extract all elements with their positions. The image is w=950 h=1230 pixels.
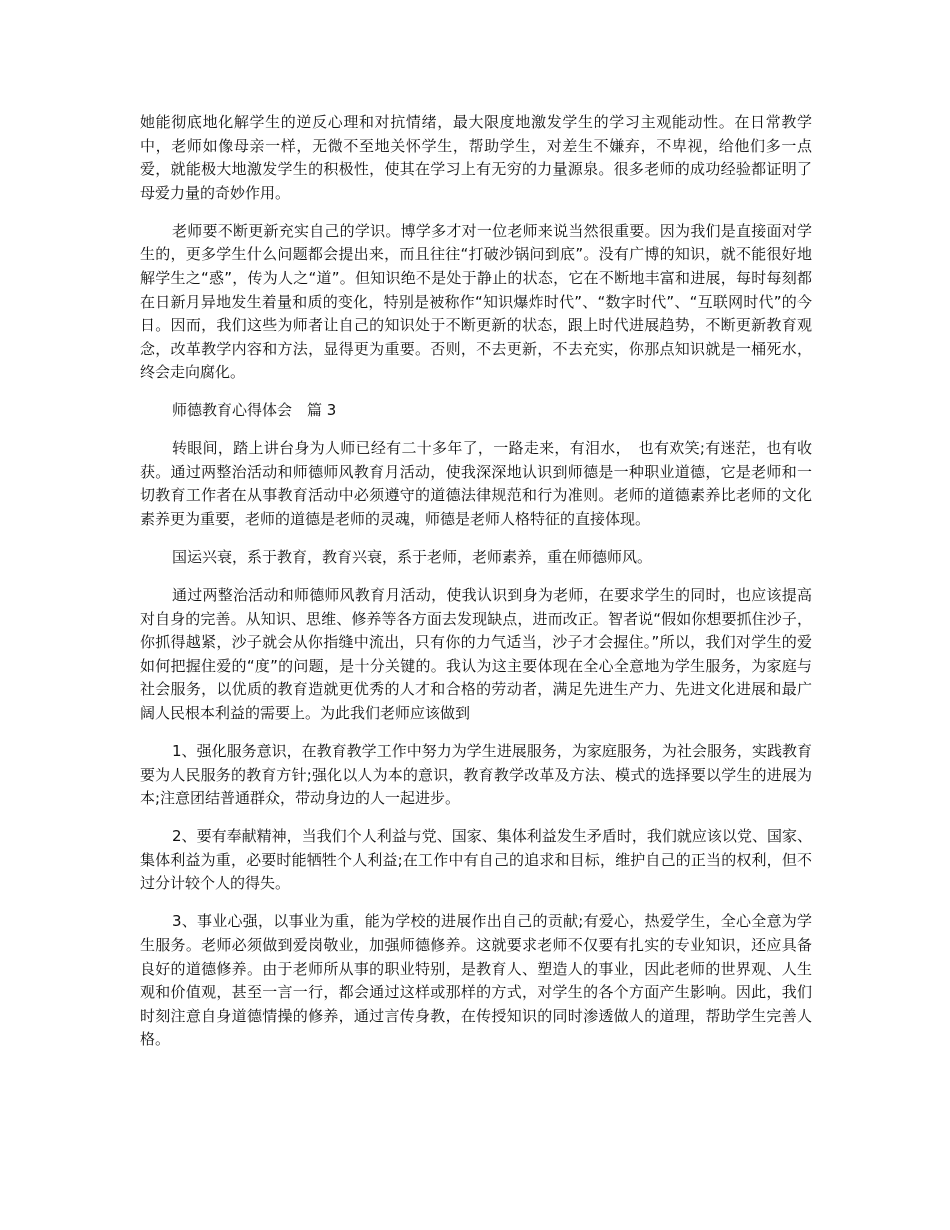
paragraph-twenty-years: 转眼间，踏上讲台身为人师已经有二十多年了，一路走来，有泪水， 也有欢笑;有迷茫，也有收获。通过两整治活动和师德师风教育月活动，使我深深地认识到师德是一种职业道德，它是老师和一切教育工作者在从事教育活动中必须遵守的道德法律规范和行为准则。老师的道德素养比老师的文化素养更为重要，老师的道德是老师的灵魂，师德是老师人格特征的直接体现。 [140, 439, 812, 529]
paragraph-national-fortune: 国运兴衰，系于教育，教育兴衰，系于老师，老师素养，重在师德师风。 [172, 548, 653, 567]
paragraph-item-2: 2、要有奉献精神，当我们个人利益与党、国家、集体利益发生矛盾时，我们就应该以党、国家、集体利益为重，必要时能牺牲个人利益;在工作中有自己的追求和目标，维护自己的正当的权利，但不过分计较个人的得失。 [140, 827, 812, 893]
paragraph-item-1: 1、强化服务意识，在教育教学工作中努力为学生进展服务，为家庭服务，为社会服务，实践教育要为人民服务的教育方针;强化以人为本的意识，教育教学改革及方法、模式的选择要以学生的进展为本;注意团结普通群众，带动身边的人一起进步。 [140, 742, 812, 808]
paragraph-teacher-learning: 老师要不断更新充实自己的学识。博学多才对一位老师来说当然很重要。因为我们是直接面对学生的，更多学生什么问题都会提出来，而且往往“打破沙锅问到底”。没有广博的知识，就不能很好地解学生之“惑”，传为人之“道”。但知识绝不是处于静止的状态，它在不断地丰富和进展，每时每刻都在日新月异地发生着量和质的变化，特别是被称作“知识爆炸时代”、“数字时代”、“互联网时代”的今日。因而，我们这些为师者让自己的知识处于不断更新的状态，跟上时代进展趋势，不断更新教育观念，改革教学内容和方法，显得更为重要。否则，不去更新，不去充实，你那点知识就是一桶死水，终会走向腐化。 [140, 221, 812, 382]
document-body [140, 111, 812, 1066]
paragraph-continuation: 她能彻底地化解学生的逆反心理和对抗情绪，最大限度地激发学生的学习主观能动性。在日常教学中，老师如像母亲一样，无微不至地关怀学生，帮助学生，对差生不嫌弃，不卑视，给他们多一点爱，就能极大地激发学生的积极性，使其在学习上有无穷的力量源泉。很多老师的成功经验都证明了母爱力量的奇妙作用。 [140, 113, 812, 202]
paragraph-item-3: 3、事业心强，以事业为重，能为学校的进展作出自己的贡献;有爱心，热爱学生，全心全意为学生服务。老师必须做到爱岗敬业，加强师德修养。这就要求老师不仅要有扎实的专业知识，还应具备良好的道德修养。由于老师所从事的职业特别，是教育人、塑造人的事业，因此老师的世界观、人生观和价值观，甚至一言一行，都会通过这样或那样的方式，对学生的各个方面产生影响。因此，我们时刻注意自身道德情操的修养，通过言传身教，在传授知识的同时渗透做人的道理，帮助学生完善人格。 [140, 912, 812, 1049]
paragraph-self-improvement: 通过两整治活动和师德师风教育月活动，使我认识到身为老师，在要求学生的同时，也应该提高对自身的完善。从知识、思维、修养等各方面去发现缺点，进而改正。智者说“假如你想要抓住沙子，你抓得越紧，沙子就会从你指缝中流出，只有你的力气适当，沙子才会握住。”所以，我们对学生的爱如何把握住爱的“度”的问题，是十分关键的。我认为这主要体现在全心全意地为学生服务，为家庭与社会服务，以优质的教育造就更优秀的人才和合格的劳动者，满足先进生产力、先进文化进展和最广阔人民根本利益的需要上。为此我们老师应该做到 [140, 586, 812, 723]
section-heading: 师德教育心得体会 篇 3 [172, 401, 337, 420]
